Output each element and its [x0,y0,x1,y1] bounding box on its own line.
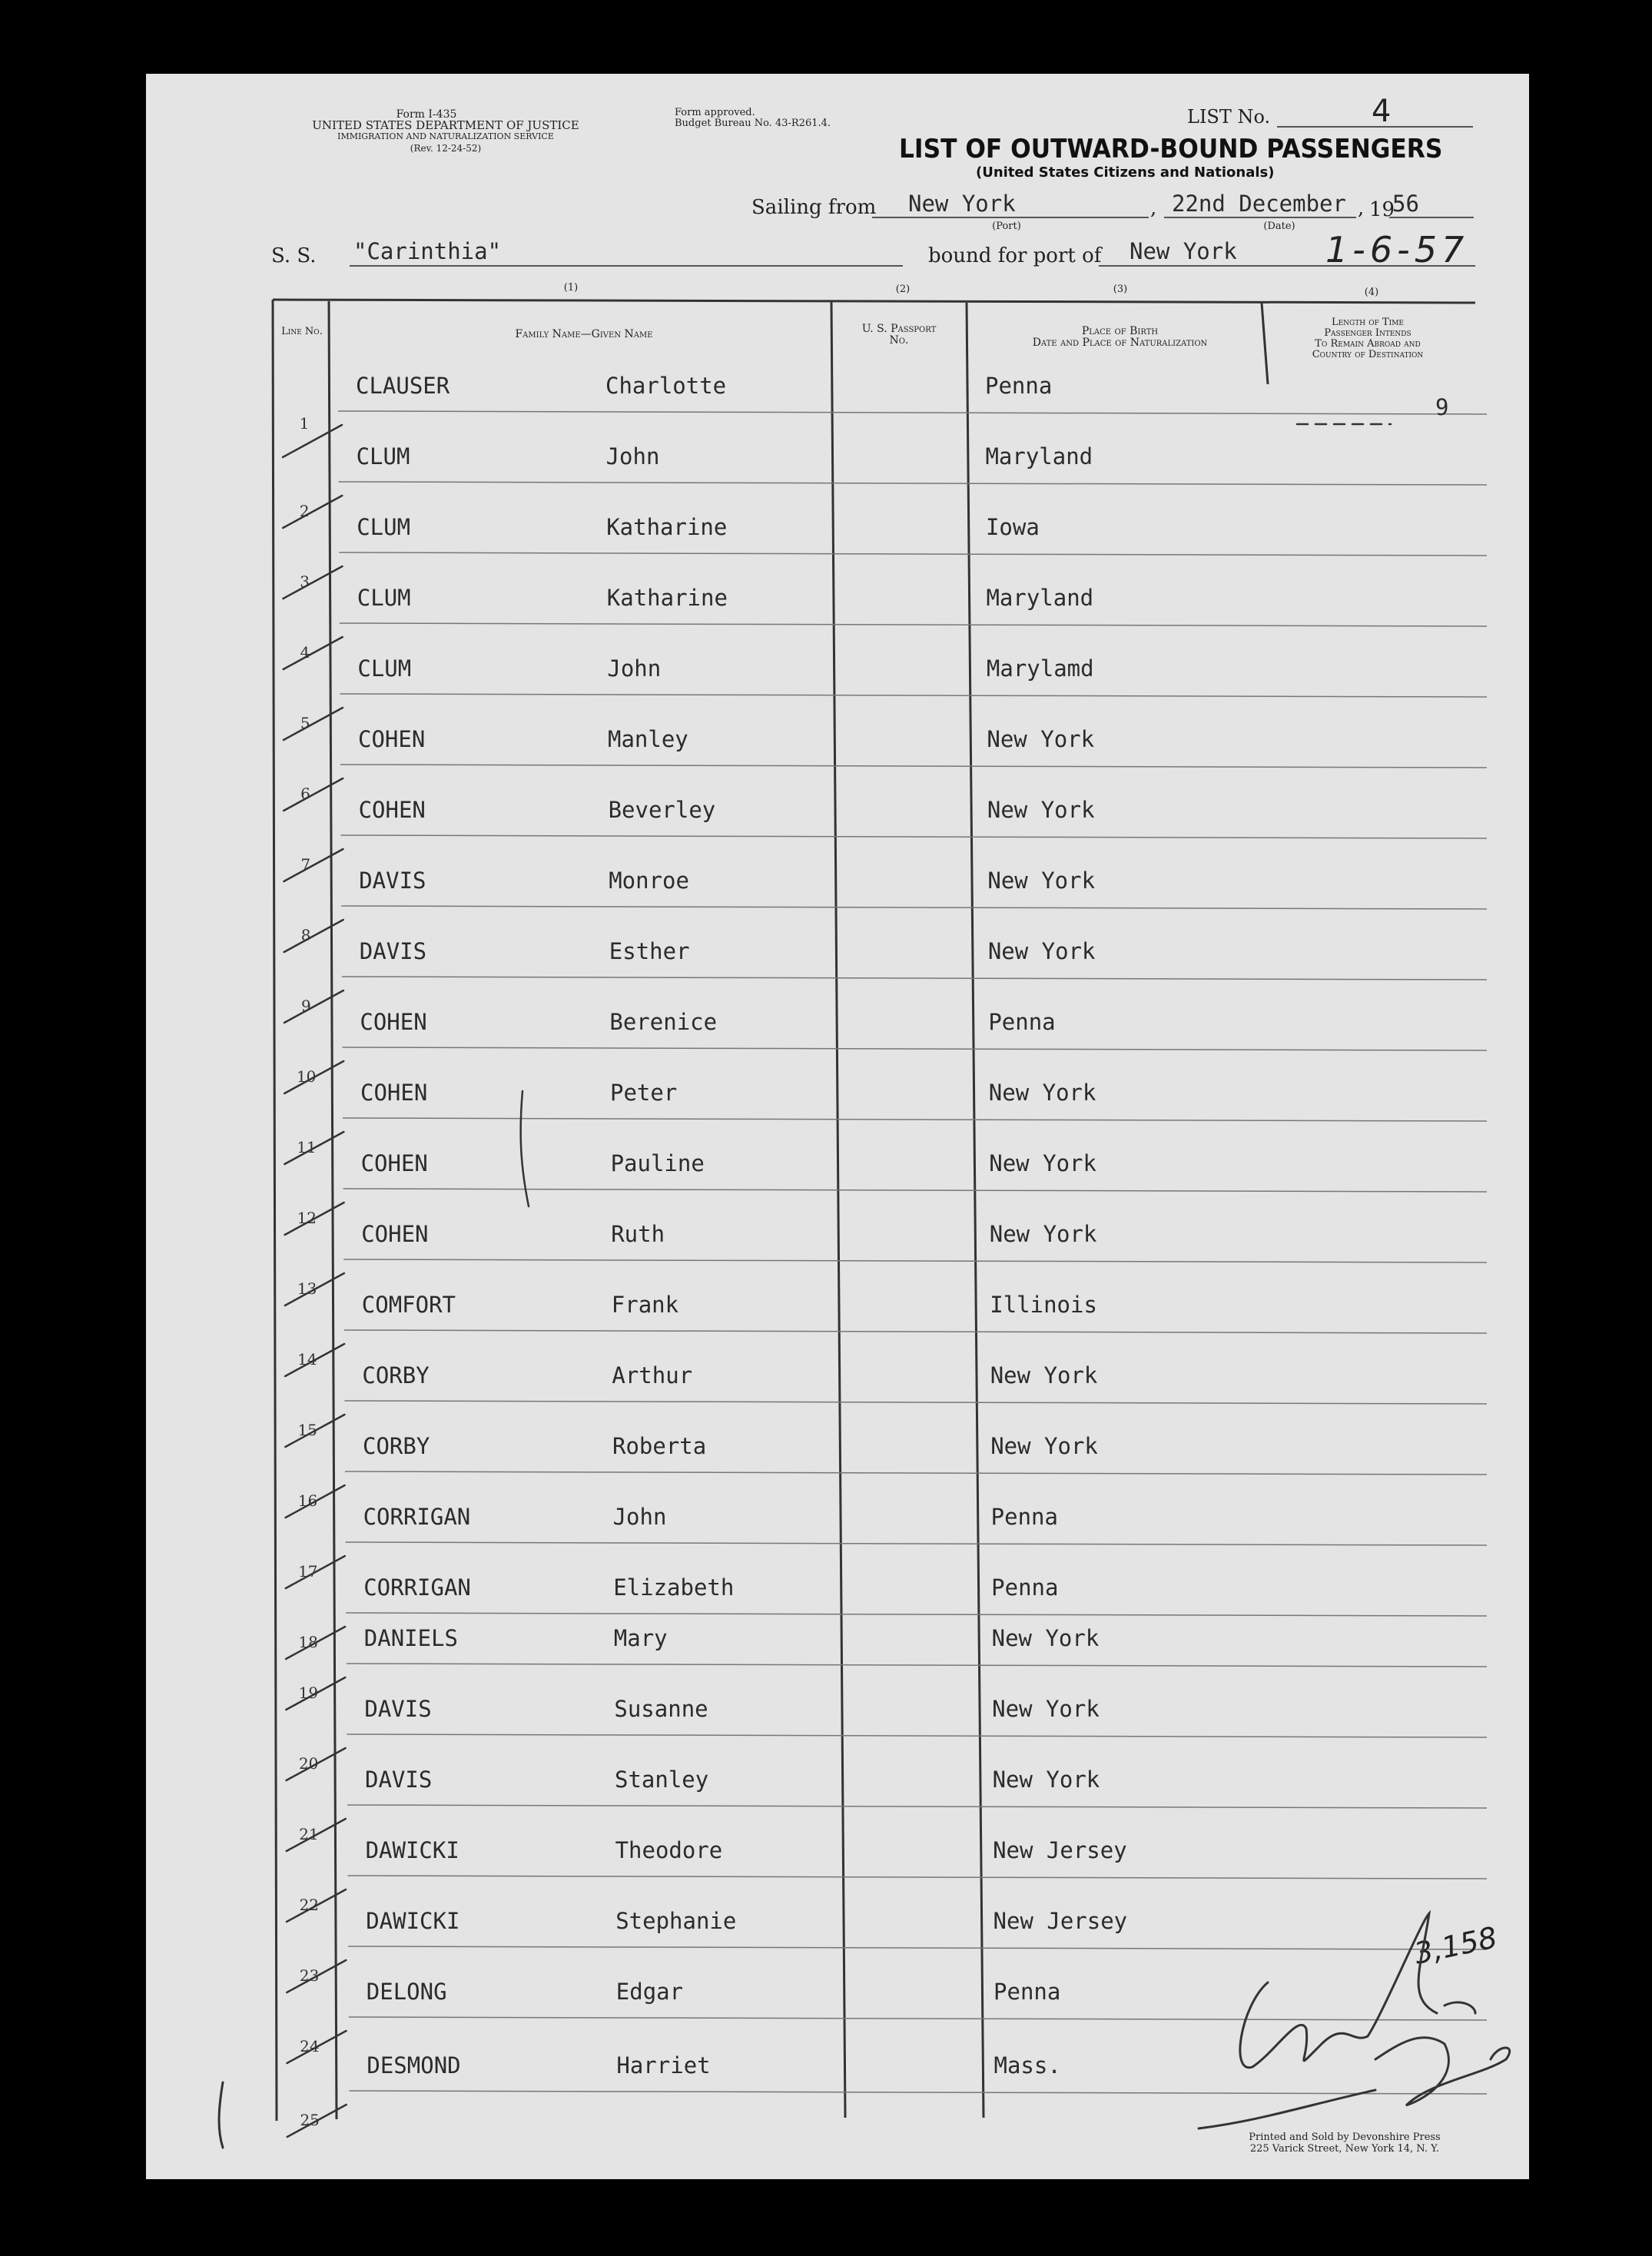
printer-line-1: Printed and Sold by Devonshire Press [1249,2132,1441,2143]
form-title: LIST OF OUTWARD-BOUND PASSENGERS [899,134,1443,164]
form-subtitle: (United States Citizens and Nationals) [976,164,1275,181]
birth-place: New York [991,1625,1100,1651]
list-no-value: 4 [1372,94,1392,129]
line-number: 21 [299,1825,319,1843]
family-name: COHEN [358,726,426,752]
list-no-label: LIST No. [1187,106,1271,128]
col-1-number: (1) [563,282,579,294]
family-name: CLUM [357,655,412,682]
birth-header-2: Date and Place of Naturalization [1032,337,1208,349]
family-name: CLAUSER [356,373,450,399]
approval-line-2: Budget Bureau No. 43-R261.4. [675,118,831,129]
family-name: DAVIS [359,938,427,964]
birth-place: New York [989,1221,1097,1247]
line-number: 23 [299,1966,320,1985]
printer-line-2: 225 Varick Street, New York 14, N. Y. [1249,2143,1440,2155]
line-number: 13 [297,1279,317,1298]
line-number: 19 [298,1684,319,1702]
approval-line-1: Form approved. [675,107,755,118]
line-number: 1 [299,414,310,433]
handwritten-date: 1-6-57 [1325,229,1469,270]
family-name: COHEN [360,1150,428,1176]
birth-header-1: Place of Birth [1081,325,1159,337]
given-name: Katharine [606,514,728,540]
col-4-number: (4) [1364,287,1379,298]
birth-place: New York [992,1767,1100,1793]
given-name: Peter [610,1080,678,1106]
given-name: Edgar [615,1979,684,2005]
family-name: DAVIS [364,1696,432,1722]
line-number: 6 [300,785,310,803]
given-name: Frank [611,1292,679,1318]
birth-place: New York [990,1433,1098,1459]
given-name: Susanne [614,1696,708,1722]
line-number: 18 [298,1633,318,1651]
given-name: Theodore [615,1837,723,1863]
family-name: COHEN [358,797,426,823]
line-number: 24 [300,2037,320,2055]
date-value: 22nd December [1172,191,1346,217]
line-number: 8 [300,926,311,944]
given-name: Esther [609,938,690,964]
family-name: DESMOND [367,2052,461,2079]
department-name: UNITED STATES DEPARTMENT OF JUSTICE [312,118,579,132]
name-header: Family Name—Given Name [515,328,653,340]
family-name: CLUM [357,514,411,540]
form-number: Form I-435 [396,108,457,121]
line-number: 4 [300,643,310,662]
revision: (Rev. 12-24-52) [410,143,482,154]
bound-label: bound for port of [928,244,1102,267]
comma-1: , [1150,197,1157,220]
given-name: Roberta [612,1433,707,1459]
col-3-number: (3) [1113,284,1128,295]
given-name: John [607,655,662,682]
family-name: COHEN [361,1221,429,1247]
given-name: Mary [613,1625,668,1651]
line-number: 2 [299,502,310,520]
year-prefix: 19 [1369,198,1395,221]
birth-place: New York [990,1362,1098,1388]
length-header-1: Length of Time [1331,317,1405,328]
birth-place: Penna [985,373,1053,399]
given-name: Manley [608,726,688,752]
family-name: CLUM [357,585,411,611]
birth-place: New Jersey [993,1908,1128,1934]
year-value: 56 [1392,191,1419,217]
ss-label: S. S. [271,244,317,267]
family-name: DANIELS [363,1625,459,1651]
birth-place: New York [992,1696,1100,1722]
passport-header-1: U. S. Passport [861,323,937,335]
line-no-header: Line No. [281,326,323,337]
line-number: 12 [297,1209,317,1227]
line-number: 25 [300,2111,320,2129]
birth-place: Marylamd [986,655,1094,682]
family-name: DAVIS [359,868,426,894]
ship-name: "Carinthia" [353,238,502,264]
given-name: Arthur [612,1362,693,1388]
length-header-3: To Remain Abroad and [1315,338,1421,350]
given-name: Ruth [611,1221,665,1247]
port-caption: (Port) [992,221,1021,232]
length-header-2: Passenger Intends [1324,327,1411,339]
date-caption: (Date) [1263,221,1295,232]
family-name: DAWICKI [366,1908,460,1934]
family-name: CORBY [362,1362,430,1388]
birth-place: Penna [990,1504,1058,1530]
family-name: CORRIGAN [363,1504,471,1530]
family-name: CORBY [363,1433,430,1459]
line-number: 17 [298,1562,318,1581]
birth-place: Maryland [985,443,1093,469]
birth-place: New York [988,1080,1096,1106]
given-name: John [605,443,660,469]
given-name: Beverley [608,797,716,823]
length-header-4: Country of Destination [1312,349,1424,360]
birth-place: Mass. [994,2052,1061,2079]
birth-place: New York [987,726,1095,752]
birth-place: Maryland [986,585,1094,611]
family-name: COHEN [360,1080,428,1106]
birth-place: Illinois [990,1292,1097,1318]
given-name: Harriet [616,2052,711,2079]
given-name: Elizabeth [613,1574,735,1601]
line-number: 20 [298,1754,319,1773]
birth-place: Iowa [985,514,1040,540]
line-number: 5 [300,714,310,732]
comma-2: , [1358,197,1365,220]
given-name: Pauline [610,1150,705,1176]
family-name: COHEN [360,1009,427,1035]
side-note: 3,158 [1411,1920,1501,1971]
family-name: COMFORT [361,1292,456,1318]
given-name: Monroe [609,868,689,894]
given-name: Stephanie [615,1908,737,1934]
given-name: Berenice [609,1009,718,1035]
family-name: CORRIGAN [363,1574,471,1601]
given-name: Charlotte [605,373,727,399]
line-number: 11 [297,1138,317,1156]
line-number: 9 [301,997,311,1015]
sailing-from-label: Sailing from [751,196,877,219]
given-name: Stanley [615,1767,709,1793]
line-number: 3 [300,572,310,591]
port-value: New York [908,191,1016,217]
service-name: IMMIGRATION AND NATURALIZATION SERVICE [337,131,554,141]
given-name: John [612,1504,667,1530]
family-name: DAWICKI [365,1837,459,1863]
line-number: 15 [297,1421,317,1439]
line-number: 7 [300,855,311,874]
line-number: 14 [297,1350,317,1369]
birth-place: New Jersey [993,1837,1127,1863]
col-2-number: (2) [895,284,911,295]
given-name: Katharine [606,585,728,611]
line-number: 22 [299,1896,320,1914]
birth-place: New York [987,938,1096,964]
family-name: CLUM [356,443,410,469]
line-number: 10 [296,1067,317,1086]
length-of-stay: 9 [1435,394,1449,420]
birth-place: Penna [988,1009,1056,1035]
birth-place: Penna [994,1979,1061,2005]
birth-place: New York [987,868,1096,894]
passport-header-2: No. [889,334,909,347]
birth-place: New York [987,797,1095,823]
bound-port-value: New York [1130,238,1237,264]
line-number: 16 [297,1491,318,1510]
birth-place: New York [989,1150,1096,1176]
family-name: DELONG [366,1979,447,2005]
birth-place: Penna [991,1574,1059,1601]
family-name: DAVIS [365,1767,433,1793]
